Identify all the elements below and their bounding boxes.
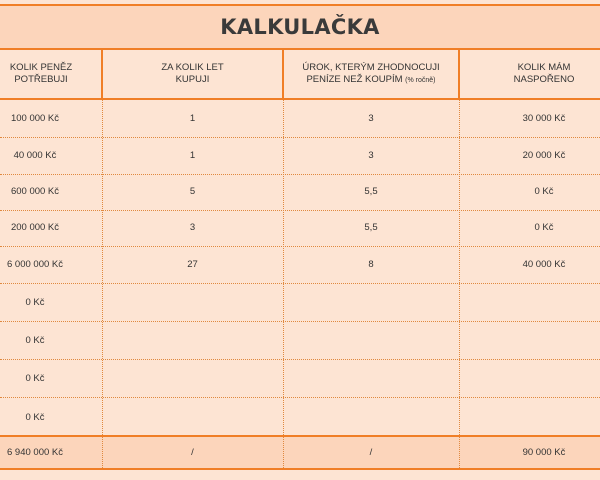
- interest-cell[interactable]: [283, 398, 459, 436]
- header-amount-needed: [0, 50, 102, 98]
- header-label-line: KOLIK MÁM: [517, 62, 571, 73]
- table-row: [0, 246, 600, 284]
- amount-needed-cell[interactable]: 0 Kč: [25, 335, 45, 346]
- title-bar: [0, 4, 600, 50]
- saved-cell[interactable]: [459, 360, 600, 397]
- interest-cell[interactable]: 3: [368, 113, 374, 124]
- page-title: KALKULAČKA: [220, 15, 380, 39]
- header-years: [102, 50, 283, 98]
- table-row: [0, 209, 600, 247]
- table-row: [0, 137, 600, 175]
- years-cell[interactable]: [102, 398, 283, 436]
- saved-cell[interactable]: [459, 398, 600, 436]
- saved-cell[interactable]: 30 000 Kč: [522, 113, 566, 124]
- years-cell[interactable]: 1: [189, 150, 196, 161]
- column-divider: [283, 437, 284, 468]
- column-divider: [458, 50, 460, 98]
- saved-cell[interactable]: 0 Kč: [534, 222, 554, 233]
- total-years: /: [191, 447, 194, 458]
- total-interest: /: [369, 447, 373, 458]
- header-label-line: POTŘEBUJI: [14, 74, 68, 85]
- amount-needed-cell[interactable]: 600 000 Kč: [10, 186, 60, 197]
- amount-needed-cell[interactable]: 0 Kč: [25, 411, 45, 423]
- header-label-line: PENÍZE NEŽ KOUPÍM: [306, 73, 403, 85]
- table-row: [0, 173, 600, 211]
- years-cell[interactable]: [102, 284, 283, 321]
- interest-cell[interactable]: [283, 284, 459, 321]
- years-cell[interactable]: [102, 322, 283, 359]
- years-cell[interactable]: 1: [189, 113, 196, 124]
- column-divider: [102, 437, 103, 468]
- column-divider: [102, 100, 103, 435]
- saved-cell[interactable]: [459, 322, 600, 359]
- header-saved: [459, 50, 600, 98]
- table-header: [0, 50, 600, 100]
- column-divider: [459, 100, 460, 435]
- header-label-line: ÚROK, KTERÝM ZHODNOCUJI: [302, 61, 440, 73]
- years-cell[interactable]: 3: [189, 222, 196, 233]
- years-cell[interactable]: [102, 360, 283, 397]
- interest-cell[interactable]: [283, 322, 459, 359]
- amount-needed-cell[interactable]: 0 Kč: [25, 297, 45, 308]
- interest-cell[interactable]: 3: [368, 150, 374, 161]
- years-cell[interactable]: 27: [187, 259, 198, 270]
- table-row: [0, 284, 600, 322]
- table-row: [0, 398, 600, 436]
- column-divider: [283, 100, 284, 435]
- column-divider: [282, 50, 284, 98]
- header-label-line: ZA KOLIK LET: [161, 62, 224, 73]
- amount-needed-cell[interactable]: 40 000 Kč: [13, 150, 57, 161]
- saved-cell[interactable]: 0 Kč: [534, 186, 554, 197]
- saved-cell[interactable]: 20 000 Kč: [522, 150, 566, 161]
- amount-needed-cell[interactable]: 0 Kč: [25, 373, 45, 384]
- total-row: [0, 435, 600, 470]
- amount-needed-cell[interactable]: 6 000 000 Kč: [7, 259, 63, 270]
- column-divider: [459, 437, 460, 468]
- header-label-line: NASPOŘENO: [513, 74, 575, 85]
- interest-cell[interactable]: 5,5: [364, 222, 378, 233]
- saved-cell[interactable]: 40 000 Kč: [522, 259, 566, 270]
- header-label-line: KUPUJI: [175, 74, 210, 85]
- amount-needed-cell[interactable]: 200 000 Kč: [10, 222, 60, 233]
- interest-cell[interactable]: 8: [368, 259, 374, 270]
- header-unit-note: (% ročně): [405, 76, 436, 84]
- header-label-line: KOLIK PENĚZ: [9, 62, 73, 73]
- saved-cell[interactable]: [459, 284, 600, 321]
- table-row: [0, 322, 600, 360]
- amount-needed-cell[interactable]: 100 000 Kč: [10, 113, 60, 124]
- total-saved: 90 000 Kč: [522, 447, 566, 458]
- interest-cell[interactable]: [283, 360, 459, 397]
- table-row: [0, 100, 600, 138]
- header-interest: [283, 50, 459, 98]
- total-amount-needed: 6 940 000 Kč: [7, 447, 63, 458]
- interest-cell[interactable]: 5,5: [364, 186, 378, 197]
- column-divider: [101, 50, 103, 98]
- years-cell[interactable]: 5: [189, 186, 196, 197]
- table-row: [0, 360, 600, 398]
